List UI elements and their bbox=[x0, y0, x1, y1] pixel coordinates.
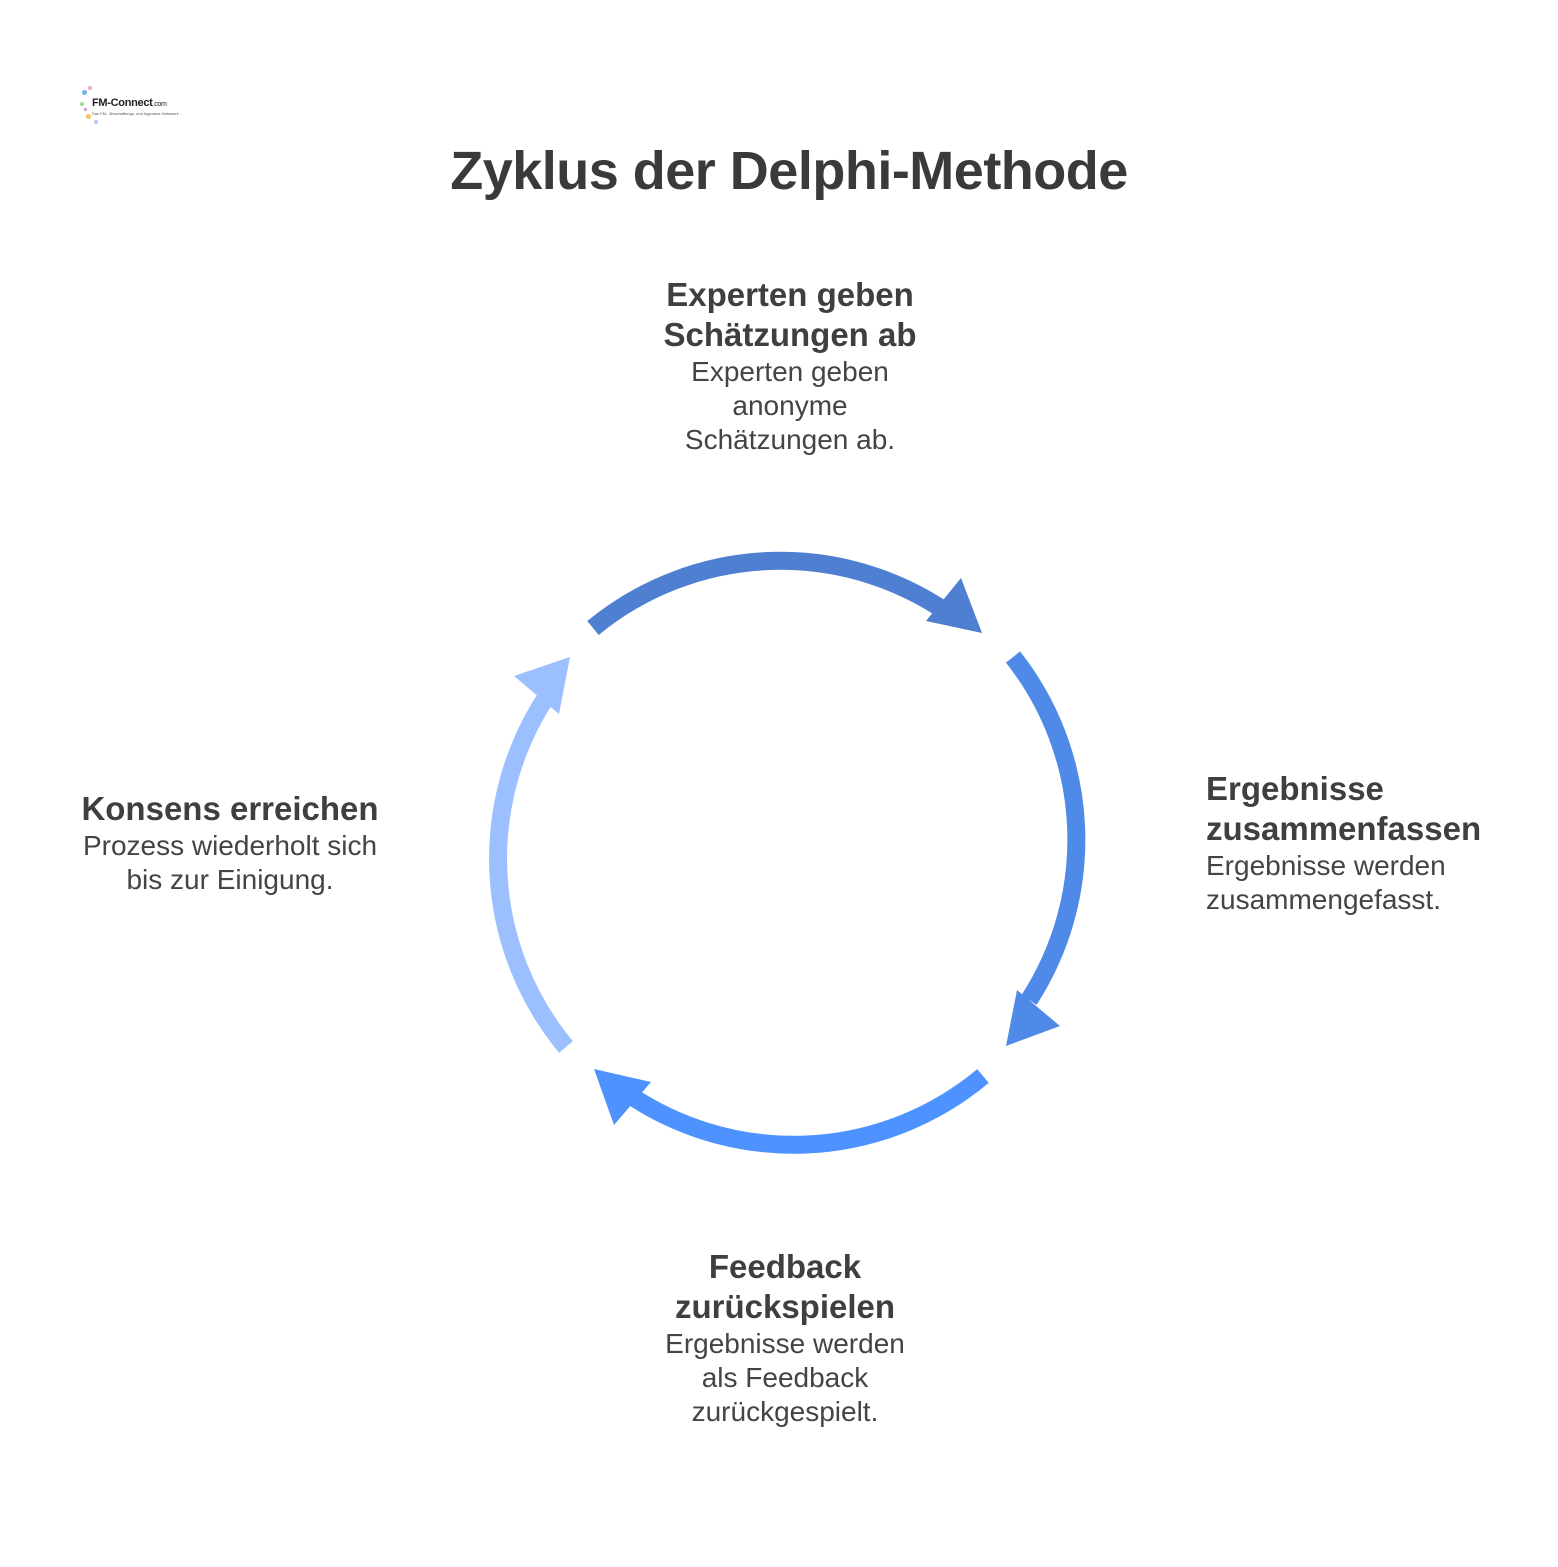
arc-bottom bbox=[621, 1076, 983, 1145]
logo-tagline: Das FM-, Beschaffungs- und Ingenieur-Netzwerk bbox=[92, 111, 179, 116]
step-experten-schaetzungen bbox=[610, 275, 970, 457]
step-ergebnisse-zusammenfassen bbox=[1206, 769, 1546, 917]
arc-right bbox=[1013, 657, 1076, 1000]
step-title: Experten geben Schätzungen ab bbox=[663, 276, 917, 353]
arc-top bbox=[593, 561, 955, 628]
step-description: Prozess wiederholt sich bis zur Einigung. bbox=[82, 830, 378, 895]
step-title: Konsens erreichen bbox=[81, 790, 379, 827]
arc-left bbox=[498, 693, 566, 1047]
step-title: Feedback zurückspielen bbox=[674, 1248, 896, 1325]
step-feedback-zurueckspielen bbox=[600, 1247, 970, 1429]
step-description: Ergebnisse werden zusammengefasst. bbox=[1206, 850, 1446, 915]
diagram-title: Zyklus der Delphi-Methode bbox=[450, 141, 1128, 201]
step-konsens-erreichen bbox=[50, 789, 410, 897]
logo-text: FM-Connect.com bbox=[92, 97, 167, 109]
step-description: Experten geben anonyme Schätzungen ab. bbox=[684, 356, 896, 455]
step-title: Ergebnisse zusammenfassen bbox=[1206, 770, 1482, 847]
step-description: Ergebnisse werden als Feedback zurückgespielt. bbox=[665, 1328, 905, 1427]
